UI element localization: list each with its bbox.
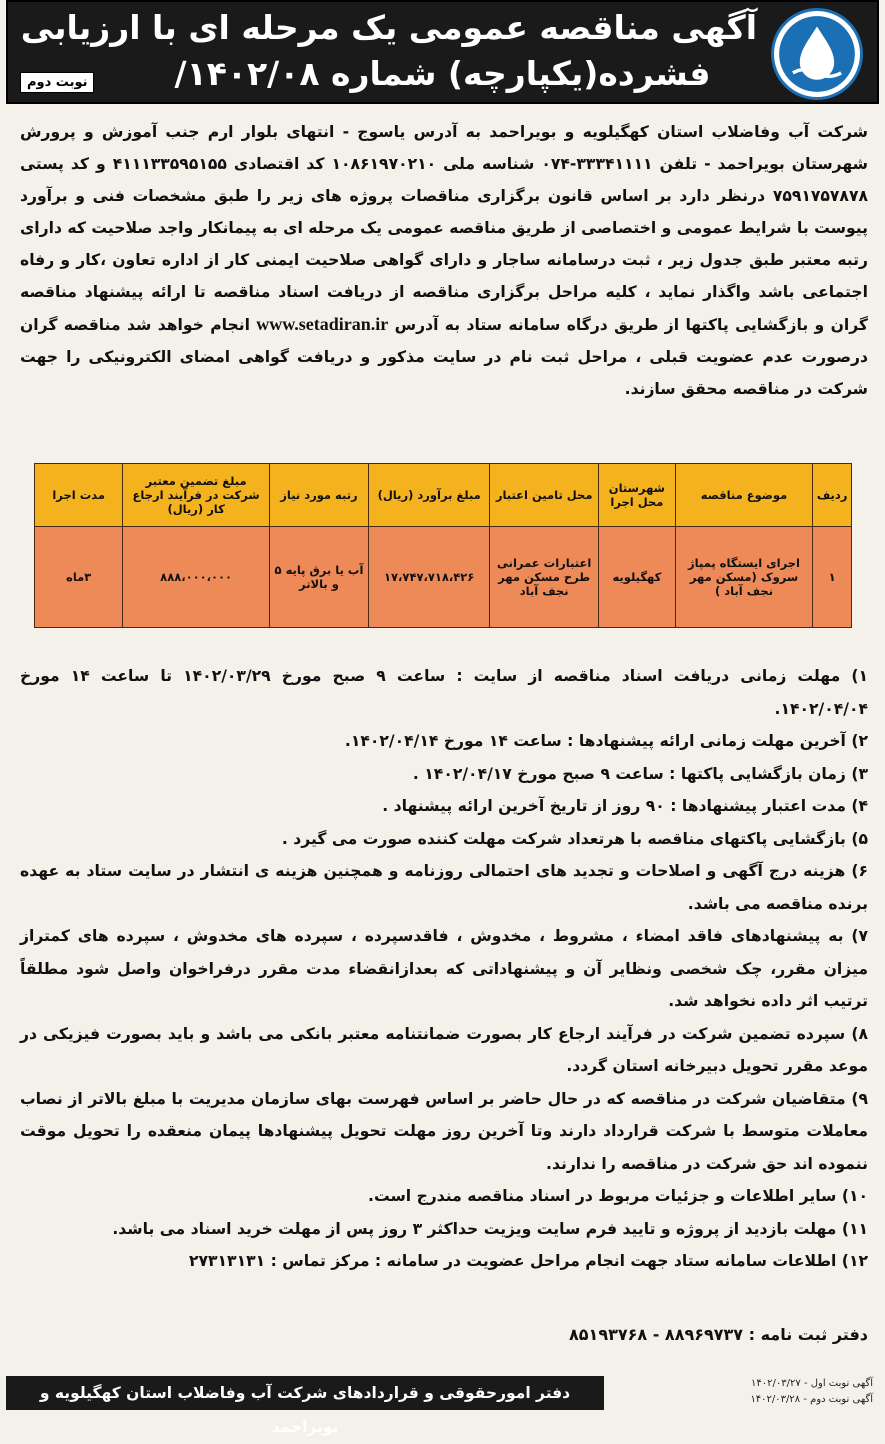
- publication-dates: [611, 1376, 873, 1408]
- notice-header: [6, 0, 879, 104]
- table-row: [35, 527, 852, 628]
- list-item: ۶) هزینه درج آگهی و اصلاحات و تجدید های احتمالی روزنامه و همچنین هزینه ی انتشار در سایت ستاد به عهده برنده مناقصه می باشد.: [20, 862, 868, 913]
- first-publication-date: آگهی نوبت اول - ۱۴۰۲/۰۳/۲۷: [751, 1378, 873, 1389]
- list-item: ۵) بازگشایی پاکتهای مناقصه با هرتعداد شرکت مهلت کننده صورت می گیرد .: [281, 829, 868, 848]
- list-item: ۲) آخرین مهلت زمانی ارائه پیشنهادها : ساعت ۱۴ مورخ ۱۴۰۲/۰۴/۱۴.: [344, 732, 868, 750]
- cell-rank: آب یا برق پایه ۵ و بالاتر: [269, 527, 368, 628]
- col-subject: موضوع مناقصه: [675, 464, 812, 527]
- intro-paragraph: [20, 116, 868, 405]
- cell-funding: اعتبارات عمرانی طرح مسکن مهر نجف آباد: [490, 527, 599, 628]
- conditions-list: [20, 660, 868, 1278]
- list-item: ۱۲) اطلاعات سامانه ستاد جهت انجام مراحل عضویت در سامانه : مرکز تماس : ۲۷۳۱۳۱۳۱: [188, 1252, 868, 1270]
- cell-row: ۱: [813, 527, 852, 628]
- col-city: شهرستان محل اجرا: [598, 464, 675, 527]
- issuer-footer: دفتر امورحقوقی و قراردادهای شرکت آب وفاضلاب استان کهگیلویه و بویراحمد: [6, 1376, 604, 1410]
- publication-round-badge: نوبت دوم: [20, 72, 94, 93]
- list-item: ۱۰) سایر اطلاعات و جزئیات مربوط در اسناد مناقصه مندرج است.: [368, 1187, 868, 1205]
- col-funding: محل تامین اعتبار: [490, 464, 599, 527]
- notice-title-line1: آگهی مناقصه عمومی یک مرحله ای با ارزیابی: [20, 8, 757, 47]
- col-estimate: مبلغ برآورد (ریال): [369, 464, 490, 527]
- intro-text: شرکت آب وفاضلاب استان کهگیلویه و بویراحمد به آدرس یاسوج - انتهای بلوار ارم جنب آموزش و پرورش شهرستان بویراحمد - تلفن ۳۳۳۴۱۱۱۱-۰۷۴ شناسه ملی ۱۰۸۶۱۹۷۰۲۱۰ کد اقتصادی ۴۱۱۱۳۳۵۹۵۱۵۵ و کد پستی ۷۵۹۱۷۵۷۸۷۸ درنظر دارد بر اساس قانون برگزاری مناقصات پروژه های زیر را طبق مشخصات فنی و برآورد پیوست با شرایط عمومی و اختصاصی از طریق مناقصه عمومی یک مرحله ای به پیمانکار واجد صلاحیت که دارای رتبه معتبر طبق جدول زیر ، ثبت درسامانه ساجار و دارای گواهی صلاحیت ایمنی کار از اداره تعاون ،کار و رفاه اجتماعی باشد واگذار نماید ، کلیه مراحل برگزاری مناقصه از دریافت اسناد مناقصه تا ارائه پیشنهاد مناقصه گران و بازگشایی پاکتها از طریق درگاه سامانه ستاد به آدرس: [20, 123, 868, 334]
- list-item: ۸) سپرده تضمین شرکت در فرآیند ارجاع کار بصورت ضمانتنامه معتبر بانکی می باشد و باید بصورت فیزیکی در موعد مقرر تحویل دبیرخانه استان گردد.: [20, 1024, 868, 1075]
- water-company-logo-icon: [771, 8, 863, 100]
- col-rank: رتبه مورد نیاز: [269, 464, 368, 527]
- notice-title-line2: فشرده(یکپارچه) شماره ۱۴۰۲/۰۸/: [174, 54, 711, 93]
- tender-table: [34, 463, 852, 628]
- list-item: ۱۱) مهلت بازدید از پروژه و تایید فرم سایت ویزیت حداکثر ۳ روز پس از مهلت خرید اسناد می باشد.: [112, 1219, 868, 1238]
- intro-text-continued: انجام خواهد شد مناقصه گران درصورت عدم عضویت قبلی ، مراحل ثبت نام در سایت مذکور و دریافت گواهی امضای الکترونیکی را جهت شرکت در مناقصه محقق سازند.: [20, 316, 868, 398]
- list-item: ۹) متقاضیان شرکت در مناقصه که در حال حاضر بر اساس فهرست بهای سازمان مدیریت با مبلغ بالاتر از نصاب معاملات متوسط با شرکت قرارداد دارند وتا آخرین روز مهلت تحویل پیشنهادها پیمان منعقده را تحویل موقت ننموده اند حق شرکت در مناقصه را ندارند.: [20, 1089, 868, 1173]
- cell-guarantee: ۸۸۸،۰۰۰،۰۰۰: [123, 527, 270, 628]
- cell-city: کهگیلویه: [598, 527, 675, 628]
- cell-duration: ۳ماه: [35, 527, 123, 628]
- col-duration: مدت اجرا: [35, 464, 123, 527]
- cell-subject: اجرای ایستگاه پمپاژ سروک (مسکن مهر نجف آباد ): [675, 527, 812, 628]
- cell-estimate: ۱۷،۷۴۷،۷۱۸،۴۲۶: [369, 527, 490, 628]
- list-item: ۴) مدت اعتبار پیشنهادها : ۹۰ روز از تاریخ آخرین ارائه پیشنهاد .: [382, 797, 868, 815]
- setad-url-link[interactable]: www.setadiran.ir: [256, 314, 389, 334]
- list-item: ۳) زمان بازگشایی پاکتها : ساعت ۹ صبح مورخ ۱۴۰۲/۰۴/۱۷ .: [412, 764, 868, 783]
- registration-office-phones: دفتر ثبت نامه : ۸۸۹۶۹۷۳۷ - ۸۵۱۹۳۷۶۸: [569, 1325, 868, 1344]
- list-item: ۱) مهلت زمانی دریافت اسناد مناقصه از سایت : ساعت ۹ صبح مورخ ۱۴۰۲/۰۳/۲۹ تا ساعت ۱۴ مورخ ۱۴۰۲/۰۴/۰۴.: [20, 667, 868, 718]
- second-publication-date: آگهی نوبت دوم - ۱۴۰۲/۰۳/۲۸: [750, 1394, 873, 1405]
- table-header-row: [35, 464, 852, 527]
- col-guarantee: مبلغ تضمین معتبر شرکت در فرآیند ارجاع کار (ریال): [123, 464, 270, 527]
- col-row: ردیف: [813, 464, 852, 527]
- list-item: ۷) به پیشنهادهای فاقد امضاء ، مشروط ، مخدوش ، فاقدسپرده ، سپرده های مخدوش ، سپرده های کمتراز میزان مقرر، چک شخصی ونظایر آن و پیشنهاداتی که بعدازانقضاء مدت مقرر درفراخوان واصل شود مطلقاً ترتیب اثر داده نخواهد شد.: [20, 927, 868, 1010]
